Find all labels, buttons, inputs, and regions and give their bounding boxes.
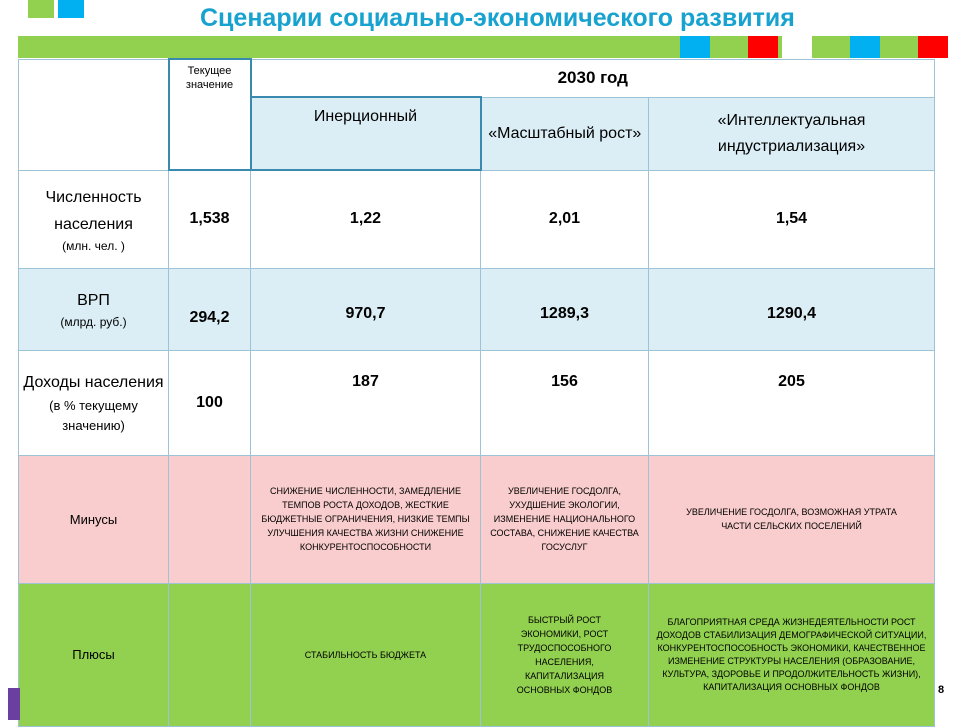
table-row [19, 455, 935, 583]
empty-cell [169, 583, 251, 726]
minus-large-growth: УВЕЛИЧЕНИЕ ГОСДОЛГА, УХУДШЕНИЕ ЭКОЛОГИИ, ИЗМЕНЕНИЕ НАЦИОНАЛЬНОГО СОСТАВА, СНИЖЕНИЕ КАЧЕСТВА ГОСУСЛУГ [481, 455, 649, 583]
row-label-grp [19, 268, 169, 350]
row-label-minuses: Минусы [19, 455, 169, 583]
deco-stripe-red [918, 36, 948, 58]
plus-large-growth: БЫСТРЫЙ РОСТ ЭКОНОМИКИ, РОСТ ТРУДОСПОСОБНОГО НАСЕЛЕНИЯ, КАПИТАЛИЗАЦИЯ ОСНОВНЫХ ФОНДОВ [481, 583, 649, 726]
deco-square-cyan [58, 0, 84, 18]
value-inertial: 970,7 [251, 268, 481, 350]
deco-stripe-red [748, 36, 778, 58]
value-large-growth: 156 [481, 350, 649, 455]
slide-number: 8 [938, 684, 945, 696]
deco-stripe-cyan [850, 36, 880, 58]
current-value: 294,2 [169, 268, 251, 350]
deco-stripe-white [782, 36, 812, 58]
deco-stripe-green [816, 36, 846, 58]
deco-stripe-cyan [680, 36, 710, 58]
value-intellectual: 205 [649, 350, 935, 455]
empty-cell [169, 455, 251, 583]
current-value-header: Текущее значение [169, 59, 251, 170]
deco-bottom-bar [8, 688, 20, 720]
scenario-large-growth: «Масштабный рост» [481, 97, 649, 170]
minus-inertial: СНИЖЕНИЕ ЧИСЛЕННОСТИ, ЗАМЕДЛЕНИЕ ТЕМПОВ РОСТА ДОХОДОВ, ЖЕСТКИЕ БЮДЖЕТНЫЕ ОГРАНИЧЕНИЯ, НИЗКИЕ ТЕМПЫ УЛУЧШЕНИЯ КАЧЕСТВА ЖИЗНИ СНИЖЕНИЕ КОНКУРЕНТОСПОСОБНОСТИ [251, 455, 481, 583]
scenarios-table [18, 58, 935, 727]
scenario-inertial: Инерционный [251, 97, 481, 170]
value-inertial: 1,22 [251, 170, 481, 268]
corner-cell [19, 59, 169, 170]
row-label: Численность населения [45, 188, 142, 233]
scenario-intellectual-industrialization: «Интеллектуальная индустриализация» [649, 97, 935, 170]
value-intellectual: 1290,4 [649, 268, 935, 350]
table-row [19, 170, 935, 268]
plus-inertial: СТАБИЛЬНОСТЬ БЮДЖЕТА [251, 583, 481, 726]
plus-intellectual: БЛАГОПРИЯТНАЯ СРЕДА ЖИЗНЕДЕЯТЕЛЬНОСТИ РОСТ ДОХОДОВ СТАБИЛИЗАЦИЯ ДЕМОГРАФИЧЕСКОЙ СИТУАЦИИ, КОНКУРЕНТОСПОСОБНОСТЬ ЭКОНОМИКИ, КАЧЕСТВЕННОЕ ИЗМЕНЕНИЕ СТРУКТУРЫ НАСЕЛЕНИЯ (ОБРАЗОВАНИЕ, КУЛЬТУРА, ЗДОРОВЬЕ И ПРОДОЛЖИТЕЛЬНОСТЬ ЖИЗНИ), КАПИТАЛИЗАЦИЯ ОСНОВНЫХ ФОНДОВ [649, 583, 935, 726]
row-unit: (в % текущему значению) [49, 398, 138, 433]
value-intellectual: 1,54 [649, 170, 935, 268]
value-inertial: 187 [251, 350, 481, 455]
row-label: Доходы населения [23, 374, 164, 391]
current-value: 100 [169, 350, 251, 455]
table-row [19, 350, 935, 455]
deco-stripe-green [884, 36, 914, 58]
page-title: Сценарии социально-экономического развития [200, 4, 795, 32]
row-unit: (млрд. руб.) [60, 315, 127, 329]
row-label-income [19, 350, 169, 455]
row-label-pluses: Плюсы [19, 583, 169, 726]
value-large-growth: 1289,3 [481, 268, 649, 350]
table-row [19, 583, 935, 726]
value-large-growth: 2,01 [481, 170, 649, 268]
deco-square-green [28, 0, 54, 18]
deco-stripe-green [714, 36, 744, 58]
year-header: 2030 год [251, 59, 935, 97]
row-unit: (млн. чел. ) [62, 238, 125, 253]
table-row [19, 268, 935, 350]
current-value: 1,538 [169, 170, 251, 268]
row-label: ВРП [77, 292, 110, 309]
row-label-population [19, 170, 169, 268]
minus-intellectual: УВЕЛИЧЕНИЕ ГОСДОЛГА, ВОЗМОЖНАЯ УТРАТА ЧАСТИ СЕЛЬСКИХ ПОСЕЛЕНИЙ [649, 455, 935, 583]
